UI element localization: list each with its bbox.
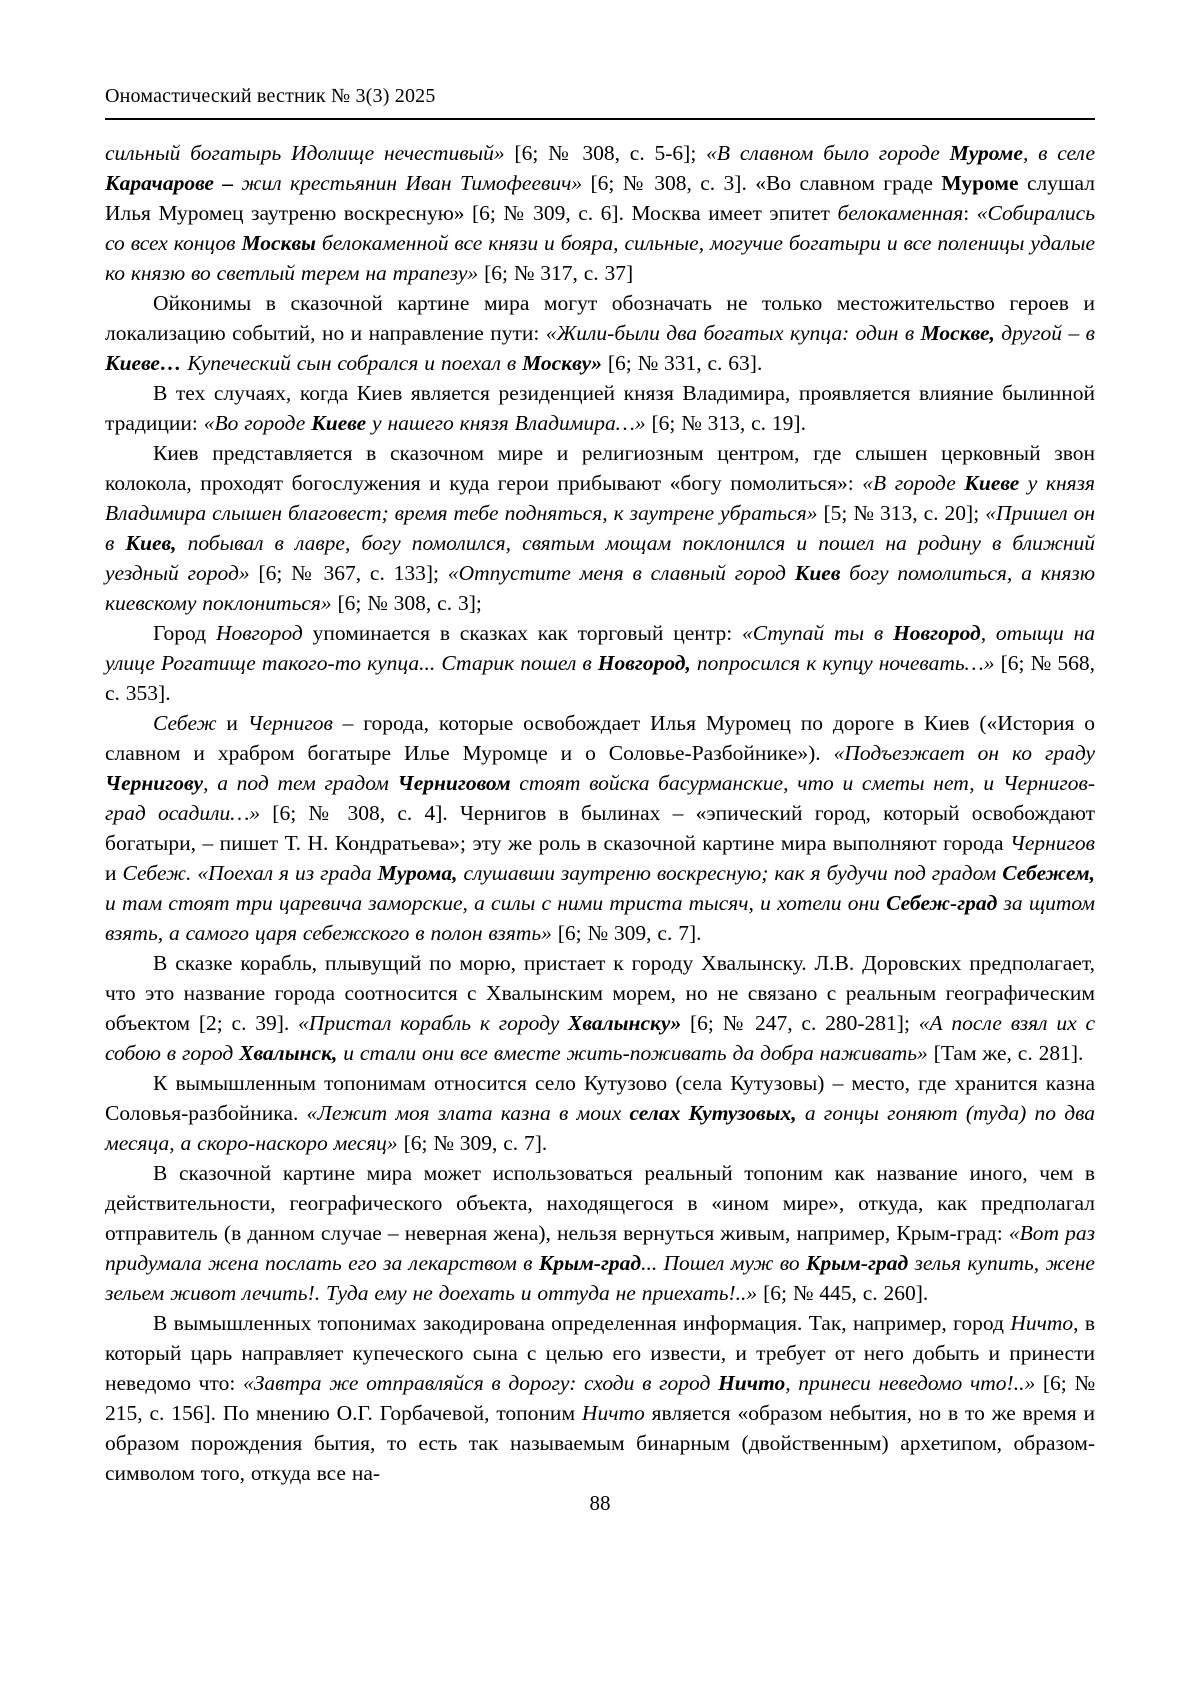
paragraph <box>105 438 1095 618</box>
paragraph <box>105 1158 1095 1308</box>
text-run: : <box>963 201 977 225</box>
quote-run: Купеческий сын собрался и поехал в <box>181 351 523 375</box>
text-run: [6; № 215, с. 156]. По мнению О.Г. Горбачевой, топоним <box>105 1371 1095 1425</box>
text-run: слушал Илья Муромец заутреню воскресную» [6; № 309, с. 6]. Москва имеет эпитет <box>105 171 1096 225</box>
quote-run: за щитом взять, а самого царя себежского в полон взять» <box>105 891 1096 945</box>
toponym-bold-italic: Хвалынск, <box>239 1041 338 1065</box>
quote-run: Ничто <box>581 1401 645 1425</box>
quote-run: белокаменной все князи и бояра, сильные, могучие богатыри и все поленицы удалые ко князю во светлый терем на трапезу» <box>105 231 1095 285</box>
quote-run: у нашего князя Владимира…» <box>366 411 646 435</box>
quote-run: жил крестьянин Иван Тимофеевич» <box>241 171 583 195</box>
header-rule <box>105 118 1095 120</box>
article-body <box>105 138 1095 1488</box>
quote-run: «В городе <box>862 471 965 495</box>
quote-run: «Собирались со всех концов <box>105 201 1095 255</box>
toponym-bold-italic: Киев <box>794 561 841 585</box>
toponym-bold-italic: Киеве… <box>105 351 182 375</box>
toponym-bold-italic: Киев, <box>125 531 177 555</box>
quote-run: ... Пошел муж во <box>641 1251 806 1275</box>
quote-run: Ничто <box>1010 1311 1074 1335</box>
quote-run: Чернигов <box>247 711 333 735</box>
quote-run: стоят войска басурманские, что и сметы нет, и Чернигов-град осадили…» <box>105 771 1095 825</box>
toponym-bold-italic: Киеве <box>964 471 1020 495</box>
text-run: является «образом небытия, но в то же время и образом порождения бытия, то есть так называемым бинарным (двойственным) архетипом, образом-символом того, откуда все на- <box>105 1401 1095 1485</box>
quote-run: зелья купить, жене зельем живот лечить!. Туда ему не доехать и оттуда не приехать!..» <box>105 1251 1095 1305</box>
page-number: 88 <box>589 1491 611 1515</box>
quote-run: Чернигов <box>1010 831 1095 855</box>
toponym-bold-italic: селах Кутузовых, <box>629 1101 797 1125</box>
quote-run: и стали они все вместе жить-поживать да добра наживать» <box>337 1041 928 1065</box>
text-run: В сказочной картине мира может использоваться реальный топоним как название иного, чем в действительности, географического объекта, находящегося в «ином мире», откуда, как предполагал отправитель (в данном случае – неверная жена), нельзя вернуться живым, например, Крым-град: <box>105 1161 1095 1245</box>
text-run: К вымышленным топонимам относится село Кутузово (села Кутузовы) – место, где хранится казна Соловья-разбойника. <box>105 1071 1095 1125</box>
paragraph <box>105 1308 1095 1488</box>
text-run: Город <box>153 621 216 645</box>
quote-run: , в селе <box>1022 141 1096 165</box>
toponym-bold-italic: Хвалынску» <box>568 1011 682 1035</box>
text-run: Киев представляется в сказочном мире и религиозным центром, где слышен церковный звон колокола, проходят богослужения и куда герои прибывают «богу помолиться»: <box>105 441 1095 495</box>
toponym-bold-italic: Крым-град <box>538 1251 642 1275</box>
quote-run: «Завтра же отправляйся в дорогу: сходи в город <box>243 1371 719 1395</box>
text-run: и <box>105 861 123 885</box>
quote-run: «В славном было городе <box>706 141 950 165</box>
text-run: [6; № 445, с. 260]. <box>757 1281 929 1305</box>
quote-run: , отыщи на улице Рогатище такого-то купца... Старик пошел в <box>105 621 1095 675</box>
toponym-bold-italic: Мурома, <box>377 861 458 885</box>
toponym-bold-italic: Киеве <box>311 411 367 435</box>
paragraph <box>105 618 1095 708</box>
paragraph <box>105 288 1095 378</box>
text-run: [6; № 247, с. 280-281]; <box>681 1011 919 1035</box>
text-run: В сказке корабль, плывущий по морю, пристает к городу Хвалынску. Л.В. Доровских предполагает, что это название города соотносится с Хвалынским морем, но не связано с реальным географическим объектом [2; с. 39]. <box>105 951 1095 1035</box>
toponym-bold-italic: Себежем, <box>1002 861 1095 885</box>
text-run: Ойконимы в сказочной картине мира могут обозначать не только местожительство героев и локализацию событий, но и направление пути: <box>105 291 1095 345</box>
text-run: [6; № 309, с. 7]. <box>397 1131 548 1155</box>
quote-run: «Вот раз придумала жена послать его за лекарством в <box>105 1221 1095 1275</box>
toponym-bold-italic: Ничто <box>718 1371 786 1395</box>
quote-run: слушавши заутреню воскресную; как я будучи под градом <box>457 861 1003 885</box>
quote-run: богу помолиться, а князю киевскому поклониться» <box>105 561 1095 615</box>
quote-run: «Лежит моя злата казна в моих <box>306 1101 630 1125</box>
toponym-bold-italic: Москвы <box>241 231 316 255</box>
quote-run: Себеж <box>153 711 217 735</box>
text-run: [5; № 313, с. 20]; <box>817 501 986 525</box>
toponym-bold-italic: Карачарове – <box>105 171 242 195</box>
paragraph <box>105 1068 1095 1158</box>
quote-run: другой – в <box>994 321 1095 345</box>
quote-run: «Пристал корабль к городу <box>298 1011 569 1035</box>
text-run: [6; № 317, с. 37] <box>478 261 634 285</box>
toponym-bold-italic: Чернигову <box>105 771 204 795</box>
quote-run: «Подъезжает он ко граду <box>833 741 1095 765</box>
text-run: [6; № 308, с. 3]; <box>331 591 482 615</box>
quote-run: Себеж. <box>122 861 198 885</box>
quote-run: у князя Владимира слышен благовест; время тебе подняться, к заутрене убраться» <box>105 471 1095 525</box>
toponym-bold-italic: Новгород, <box>597 651 691 675</box>
text-run: , в который царь направляет купеческого сына с целью его извести, и требует от него добыть и принести неведомо что: <box>105 1311 1095 1395</box>
quote-run: «Жили-были два богатых купца: один в <box>545 321 921 345</box>
quote-run: белокаменная <box>837 201 964 225</box>
quote-run: «А после взял их с собою в город <box>105 1011 1095 1065</box>
text-run: [6; № 568, с. 353]. <box>105 651 1095 705</box>
text-run: [6; № 308, с. 3]. «Во славном граде <box>582 171 942 195</box>
toponym-bold-italic: Новгород <box>893 621 981 645</box>
toponym-bold-italic: Себеж-град <box>886 891 998 915</box>
quote-run: , а под тем градом <box>203 771 398 795</box>
text-run: [6; № 367, с. 133]; <box>249 561 448 585</box>
text-run: [6; № 309, с. 7]. <box>551 921 702 945</box>
quote-run: побывал в лавре, богу помолился, святым мощам поклонился и пошел на родину в ближний уездный город» <box>105 531 1095 585</box>
paragraph <box>105 378 1095 438</box>
toponym-bold-italic: Крым-град <box>805 1251 909 1275</box>
paragraph <box>105 138 1095 288</box>
text-run: В тех случаях, когда Киев является резиденцией князя Владимира, проявляется влияние былинной традиции: <box>105 381 1095 435</box>
quote-run: «Поехал я из града <box>197 861 378 885</box>
text-run: и <box>216 711 248 735</box>
toponym-bold-italic: Москву» <box>522 351 602 375</box>
quote-run: и там стоят три царевича заморские, а силы с ними триста тысяч, и хотели они <box>105 891 887 915</box>
paragraph <box>105 708 1095 948</box>
quote-run: «Во городе <box>203 411 312 435</box>
text-run: упоминается в сказках как торговый центр: <box>302 621 742 645</box>
text-run: [6; № 308, с. 5-6]; <box>504 141 707 165</box>
text-run: В вымышленных топонимах закодирована определенная информация. Так, например, город <box>153 1311 1011 1335</box>
quote-run: сильный богатырь Идолище нечестивый» <box>105 141 505 165</box>
text-run: – города, которые освобождает Илья Муромец по дороге в Киев («История о славном и храбром богатыре Илье Муромце и о Соловье-Разбойнике»). <box>105 711 1095 765</box>
quote-run: Новгород <box>215 621 303 645</box>
quote-run: «Отпустите меня в славный город <box>447 561 795 585</box>
quote-run: , принеси неведомо что!..» <box>785 1371 1036 1395</box>
toponym-bold-italic: Муроме <box>949 141 1023 165</box>
text-run: [6; № 313, с. 19]. <box>645 411 806 435</box>
toponym-bold: Муроме <box>941 171 1019 195</box>
text-run: [6; № 308, с. 4]. Чернигов в былинах – «эпический город, который освобождают богатыри, – пишет Т. Н. Кондратьева»; эту же роль в сказочной картине мира выполняют города <box>105 801 1095 855</box>
quote-run: «Ступай ты в <box>742 621 894 645</box>
quote-run: попросился к купцу ночевать…» <box>690 651 995 675</box>
text-run: [6; № 331, с. 63]. <box>601 351 763 375</box>
toponym-bold-italic: Черниговом <box>397 771 511 795</box>
paragraph <box>105 948 1095 1068</box>
quote-run: «Пришел он в <box>105 501 1095 555</box>
toponym-bold-italic: Москве, <box>920 321 995 345</box>
quote-run: а гонцы гоняют (туда) по два месяца, а скоро-наскоро месяц» <box>105 1101 1096 1155</box>
running-head: Ономастический вестник № 3(3) 2025 <box>105 85 436 107</box>
text-run: [Там же, с. 281]. <box>927 1041 1084 1065</box>
